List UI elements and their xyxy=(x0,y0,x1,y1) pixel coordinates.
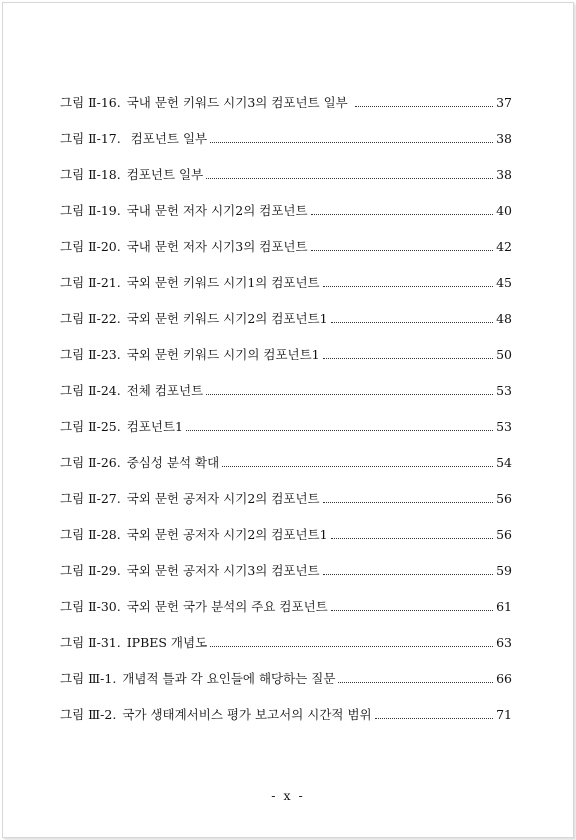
figure-title: 국외 문헌 키워드 시기의 컴포넌트1 xyxy=(126,347,320,362)
page-number: 61 xyxy=(496,599,512,614)
toc-entry[interactable] xyxy=(60,311,512,347)
dot-leader xyxy=(311,203,494,215)
figure-number: 그림 Ⅱ-30. xyxy=(60,599,121,614)
toc-entry[interactable] xyxy=(60,563,512,599)
figure-list xyxy=(60,95,512,743)
dot-leader xyxy=(210,635,493,647)
figure-number: 그림 Ⅱ-29. xyxy=(60,563,121,578)
figure-number: 그림 Ⅱ-16. xyxy=(60,95,121,110)
toc-entry[interactable] xyxy=(60,707,512,743)
toc-entry[interactable] xyxy=(60,203,512,239)
figure-title: 개념적 틀과 각 요인들에 해당하는 질문 xyxy=(122,671,336,686)
toc-entry[interactable] xyxy=(60,239,512,275)
figure-title: 컴포넌트1 xyxy=(126,419,183,434)
figure-number: 그림 Ⅱ-31. xyxy=(60,635,121,650)
figure-number: 그림 Ⅱ-18. xyxy=(60,167,121,182)
figure-number: 그림 Ⅱ-19. xyxy=(60,203,121,218)
page-number: 56 xyxy=(496,491,512,506)
dot-leader xyxy=(331,599,493,611)
page-footer: - x - xyxy=(271,788,305,803)
figure-title: 국외 문헌 키워드 시기1의 컴포넌트 xyxy=(126,275,320,290)
figure-number: 그림 Ⅱ-27. xyxy=(60,491,121,506)
figure-number: 그림 Ⅱ-24. xyxy=(60,383,121,398)
dot-leader xyxy=(206,167,493,179)
figure-number: 그림 Ⅲ-1. xyxy=(60,671,117,686)
figure-number: 그림 Ⅱ-20. xyxy=(60,239,121,254)
page-number: 48 xyxy=(496,311,512,326)
page-number: 37 xyxy=(496,95,512,110)
figure-title: 국외 문헌 공저자 시기2의 컴포넌트1 xyxy=(126,527,328,542)
dot-leader xyxy=(331,311,494,323)
figure-title: 컴포넌트 일부 xyxy=(126,167,204,182)
figure-title: 국내 문헌 저자 시기2의 컴포넌트 xyxy=(126,203,308,218)
figure-title: 국가 생태계서비스 평가 보고서의 시간적 범위 xyxy=(122,707,372,722)
figure-title: 국외 문헌 키워드 시기2의 컴포넌트1 xyxy=(126,311,328,326)
toc-entry[interactable] xyxy=(60,167,512,203)
figure-title: 전체 컴포넌트 xyxy=(126,383,204,398)
toc-entry[interactable] xyxy=(60,419,512,455)
dot-leader xyxy=(355,95,493,107)
dot-leader xyxy=(186,419,493,431)
toc-entry[interactable] xyxy=(60,671,512,707)
figure-title: 국외 문헌 공저자 시기2의 컴포넌트 xyxy=(126,491,320,506)
toc-entry[interactable] xyxy=(60,131,512,167)
page-number: 38 xyxy=(496,131,512,146)
figure-number: 그림 Ⅱ-26. xyxy=(60,455,121,470)
dot-leader xyxy=(222,455,493,467)
page-number: 45 xyxy=(496,275,512,290)
toc-entry[interactable] xyxy=(60,383,512,419)
figure-title: 국외 문헌 국가 분석의 주요 컴포넌트 xyxy=(126,599,328,614)
page-number: 38 xyxy=(496,167,512,182)
figure-number: 그림 Ⅱ-25. xyxy=(60,419,121,434)
figure-number: 그림 Ⅱ-23. xyxy=(60,347,121,362)
page-number: 53 xyxy=(496,419,512,434)
page-number: 54 xyxy=(496,455,512,470)
dot-leader xyxy=(323,491,493,503)
figure-title: 중심성 분석 확대 xyxy=(126,455,220,470)
dot-leader xyxy=(323,347,493,359)
page-number: 56 xyxy=(496,527,512,542)
dot-leader xyxy=(323,563,493,575)
toc-entry[interactable] xyxy=(60,599,512,635)
figure-number: 그림 Ⅲ-2. xyxy=(60,707,117,722)
figure-number: 그림 Ⅱ-22. xyxy=(60,311,121,326)
dot-leader xyxy=(331,527,494,539)
dot-leader xyxy=(206,383,493,395)
toc-entry[interactable] xyxy=(60,455,512,491)
figure-number: 그림 Ⅱ-28. xyxy=(60,527,121,542)
dot-leader xyxy=(323,275,493,287)
page-number: 71 xyxy=(496,707,512,722)
dot-leader xyxy=(375,707,493,719)
page-number: 53 xyxy=(496,383,512,398)
toc-entry[interactable] xyxy=(60,491,512,527)
page-number: 63 xyxy=(496,635,512,650)
page-number: 42 xyxy=(496,239,512,254)
figure-number: 그림 Ⅱ-21. xyxy=(60,275,121,290)
figure-title: 국내 문헌 키워드 시기3의 컴포넌트 일부 xyxy=(126,95,352,110)
page-number: 50 xyxy=(496,347,512,362)
toc-entry[interactable] xyxy=(60,635,512,671)
page-number: 66 xyxy=(496,671,512,686)
page-number: 40 xyxy=(496,203,512,218)
toc-entry[interactable] xyxy=(60,527,512,563)
figure-title: IPBES 개념도 xyxy=(126,635,208,650)
page-number: 59 xyxy=(496,563,512,578)
dot-leader xyxy=(338,671,493,683)
figure-title: 컴포넌트 일부 xyxy=(126,131,208,146)
dot-leader xyxy=(311,239,494,251)
toc-entry[interactable] xyxy=(60,347,512,383)
toc-entry[interactable] xyxy=(60,275,512,311)
figure-number: 그림 Ⅱ-17. xyxy=(60,131,121,146)
dot-leader xyxy=(210,131,493,143)
figure-title: 국외 문헌 공저자 시기3의 컴포넌트 xyxy=(126,563,320,578)
figure-title: 국내 문헌 저자 시기3의 컴포넌트 xyxy=(126,239,308,254)
toc-entry[interactable] xyxy=(60,95,512,131)
